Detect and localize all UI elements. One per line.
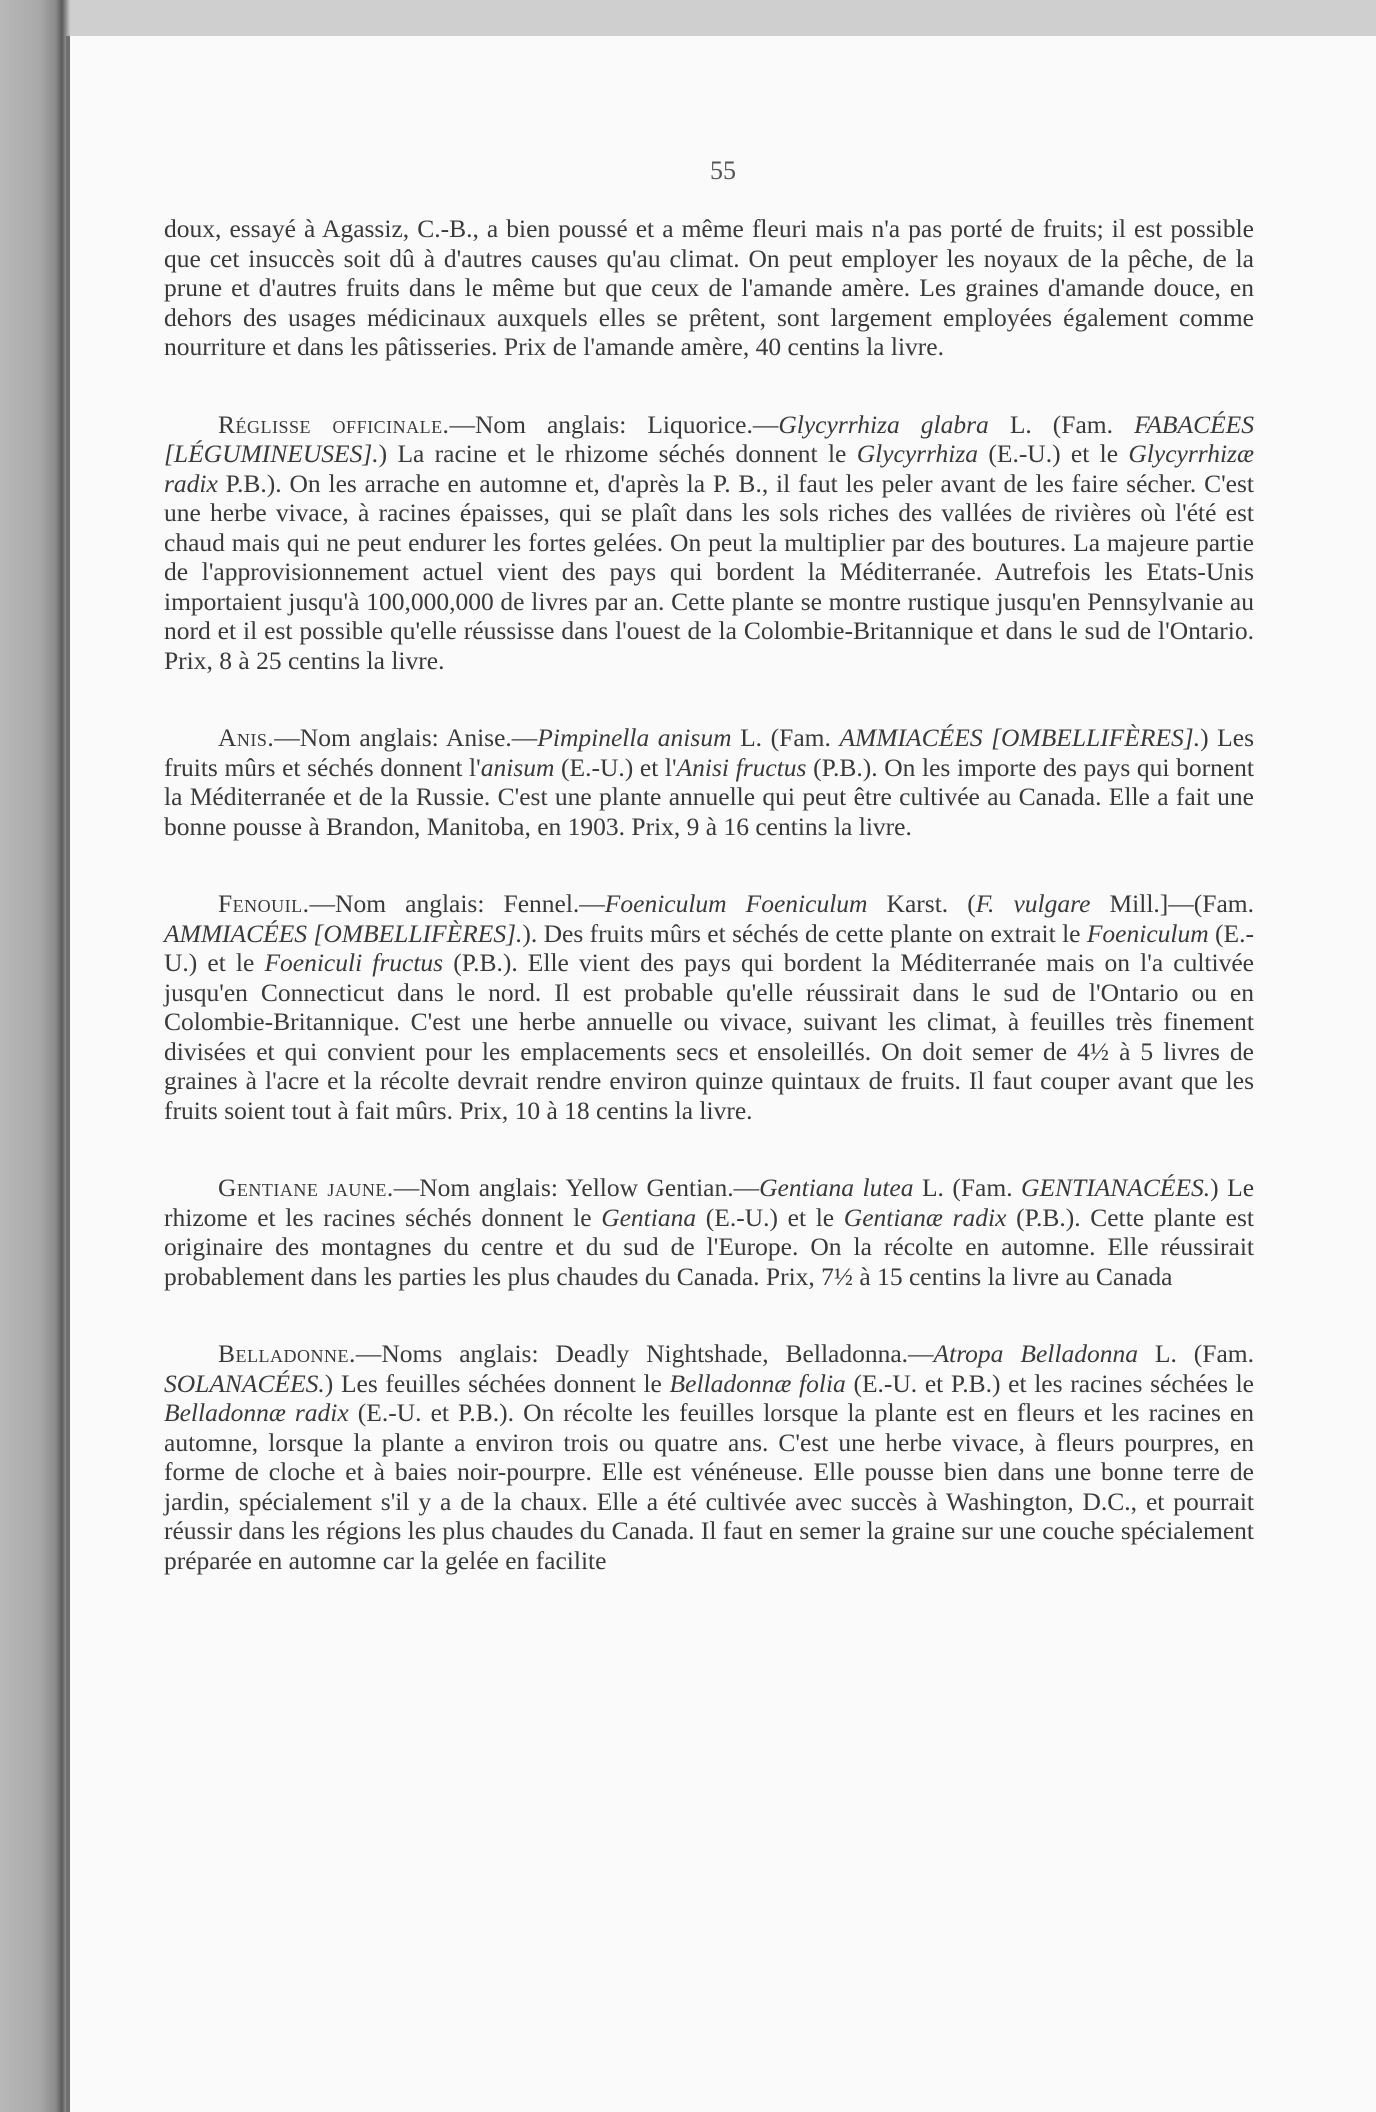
entry-text: L. (Fam. (913, 1173, 1022, 1202)
entry-reglisse (164, 410, 1254, 676)
drug-name: Belladonnæ folia (669, 1368, 846, 1398)
entry-text: L. (Fam. (1137, 1339, 1254, 1368)
latin-synonym: F. vulgare (975, 889, 1091, 918)
drug-name: anisum (480, 752, 555, 782)
entry-text: —Nom anglais: Liquorice.— (449, 409, 779, 439)
drug-name: Glycyrrhizæ radix (164, 439, 1254, 498)
entry-text: ) Les fruits mûrs et séchés donnent l' (164, 723, 1254, 782)
entry-text: (E.-U. et P.B.) et les racines séchées le (845, 1368, 1255, 1398)
entry-heading: Fenouil. (218, 889, 310, 918)
entry-heading: Réglisse officinale. (218, 409, 450, 439)
latin-name: Foeniculum Foeniculum (604, 889, 868, 918)
entry-text: P.B.). On les arrache en automne et, d'après la P. B., il faut les peler avant de les faire sécher. C'est une herbe vivace, à racines épaisses, qui se plaît dans les sols riches des vallées de rivières où l'été est chaud mais qui ne peut endurer les fortes gelées. On peut la multiplier par des boutures. La majeure partie de l'approvisionnement actuel vient des pays qui bordent la Méditerranée. Autrefois les Etats-Unis importaient jusqu'à 100,000,000 de livres par an. Cette plante se montre rustique jusqu'en Pennsylvanie au nord et il est possible qu'elle réussisse dans l'ouest de la Colombie-Britannique et dans le sud de l'Ontario. Prix, 8 à 25 centins la livre. (164, 468, 1254, 675)
drug-name: Glycyrrhiza (856, 439, 979, 468)
entry-text: Karst. ( (867, 889, 976, 918)
drug-name: Foeniculum (1086, 918, 1209, 948)
entry-text: —Nom anglais: Yellow Gentian.— (393, 1173, 760, 1202)
entry-text: (E.-U.) et le (696, 1202, 844, 1232)
entry-text: (E.-U.) et le (978, 439, 1129, 468)
scan-top-margin (0, 0, 1376, 36)
entry-text: —Noms anglais: Deadly Nightshade, Belladonna.— (355, 1339, 934, 1368)
family-name: FABACÉES [LÉGUMINEUSES]. (164, 409, 1254, 468)
family-name: AMMIACÉES [OMBELLIFÈRES]. (839, 723, 1201, 752)
entry-text: ) La racine et le rhizome séchés donnent le (378, 439, 857, 468)
paragraph-text: doux, essayé à Agassiz, C.-B., a bien poussé et a même fleuri mais n'a pas porté de fruits; il est possible que cet insuccès soit dû à d'autres causes qu'au climat. On peut employer les noyaux de la pêche, de la prune et d'autres fruits dans le même but que ceux de l'amande amère. Les graines d'amande douce, en dehors des usages médicinaux auxquels elles se prêtent, sont largement employées également comme nourriture et dans les pâtisseries. Prix de l'amande amère, 40 centins la livre. (164, 214, 1254, 361)
family-name: AMMIACÉES [OMBELLIFÈRES]. (164, 918, 523, 948)
book-spine-shadow (0, 0, 70, 2112)
entry-text: L. (Fam. (988, 409, 1135, 439)
entry-text: ) Le rhizome et les racines séchés donnent le (164, 1173, 1255, 1232)
drug-name: Anisi fructus (676, 752, 807, 782)
latin-name: Gentiana lutea (759, 1173, 914, 1202)
entry-heading: Gentiane jaune. (218, 1173, 394, 1202)
latin-name: Atropa Belladonna (933, 1339, 1138, 1368)
entry-text: (E.-U.) et le (164, 918, 1254, 977)
entry-text: (E.-U.) et l' (554, 752, 677, 782)
page-number: 55 (710, 156, 736, 185)
entry-text: (P.B.). Elle vient des pays qui bordent la Méditerranée mais on l'a cultivée jusqu'en Connecticut dans le nord. Il est probable qu'elle réussirait dans le sud de l'Ontario ou en Colombie-Britannique. C'est une herbe annuelle ou vivace, suivant les climat, à feuilles très finement divisées et qui convient pour les emplacements secs et ensoleillés. On doit semer de 4½ à 5 livres de graines à l'acre et la récolte devrait rendre environ quinze quintaux de fruits. Il faut couper avant que les fruits soient tout à fait mûrs. Prix, 10 à 18 centins la livre. (164, 948, 1254, 1125)
family-name: GENTIANACÉES. (1021, 1173, 1211, 1202)
entry-heading: Anis. (218, 723, 275, 752)
entry-anis (164, 723, 1254, 841)
drug-name: Foeniculi fructus (264, 948, 444, 977)
entry-text: (E.-U. et P.B.). On récolte les feuilles lorsque la plante est en fleurs et les racines en automne, lorsque la plante a environ trois ou quatre ans. C'est une herbe vivace, à fleurs pourpres, en forme de cloche et à baies noir-pourpre. Elle est vénéneuse. Elle pousse bien dans une bonne terre de jardin, spécialement s'il y a de la chaux. Elle a été cultivée avec succès à Washington, D.C., et pourrait réussir dans les régions les plus chaudes du Canada. Il faut en semer la graine sur une couche spécialement préparée en automne car la gelée en facilite (164, 1398, 1254, 1575)
book-page (66, 36, 1376, 2112)
drug-name: Belladonnæ radix (164, 1398, 349, 1427)
drug-name: Gentiana (601, 1202, 697, 1232)
drug-name: Gentianæ radix (843, 1202, 1007, 1232)
latin-name: Glycyrrhiza glabra (778, 409, 989, 439)
entry-heading: Belladonne. (218, 1339, 356, 1368)
latin-name: Pimpinella anisum (537, 723, 732, 752)
page-body (164, 214, 1254, 1623)
entry-text: (P.B.). Cette plante est originaire des montagnes du centre et du sud de l'Europe. On la récolte en automne. Elle réussirait probablement dans les parties les plus chaudes du Canada. Prix, 7½ à 15 centins la livre au Canada (164, 1202, 1254, 1291)
entry-text: ). Des fruits mûrs et séchés de cette plante on extrait le (522, 918, 1087, 948)
entry-text: (P.B.). On les importe des pays qui bornent la Méditerranée et de la Russie. C'est une plante annuelle qui peut être cultivée au Canada. Elle a fait une bonne pousse à Brandon, Manitoba, en 1903. Prix, 9 à 16 centins la livre. (164, 752, 1254, 841)
entry-belladonne (164, 1339, 1254, 1575)
entry-text: Mill.]—(Fam. (1090, 889, 1254, 918)
entry-text: —Nom anglais: Fennel.— (309, 889, 605, 918)
family-name: SOLANACÉES. (164, 1368, 325, 1398)
entry-gentiane (164, 1173, 1254, 1291)
paragraph-amande (164, 214, 1254, 362)
entry-text: L. (Fam. (731, 723, 840, 752)
entry-text: ) Les feuilles séchées donnent le (324, 1368, 670, 1398)
entry-fenouil (164, 889, 1254, 1125)
entry-text: —Nom anglais: Anise.— (274, 723, 538, 752)
